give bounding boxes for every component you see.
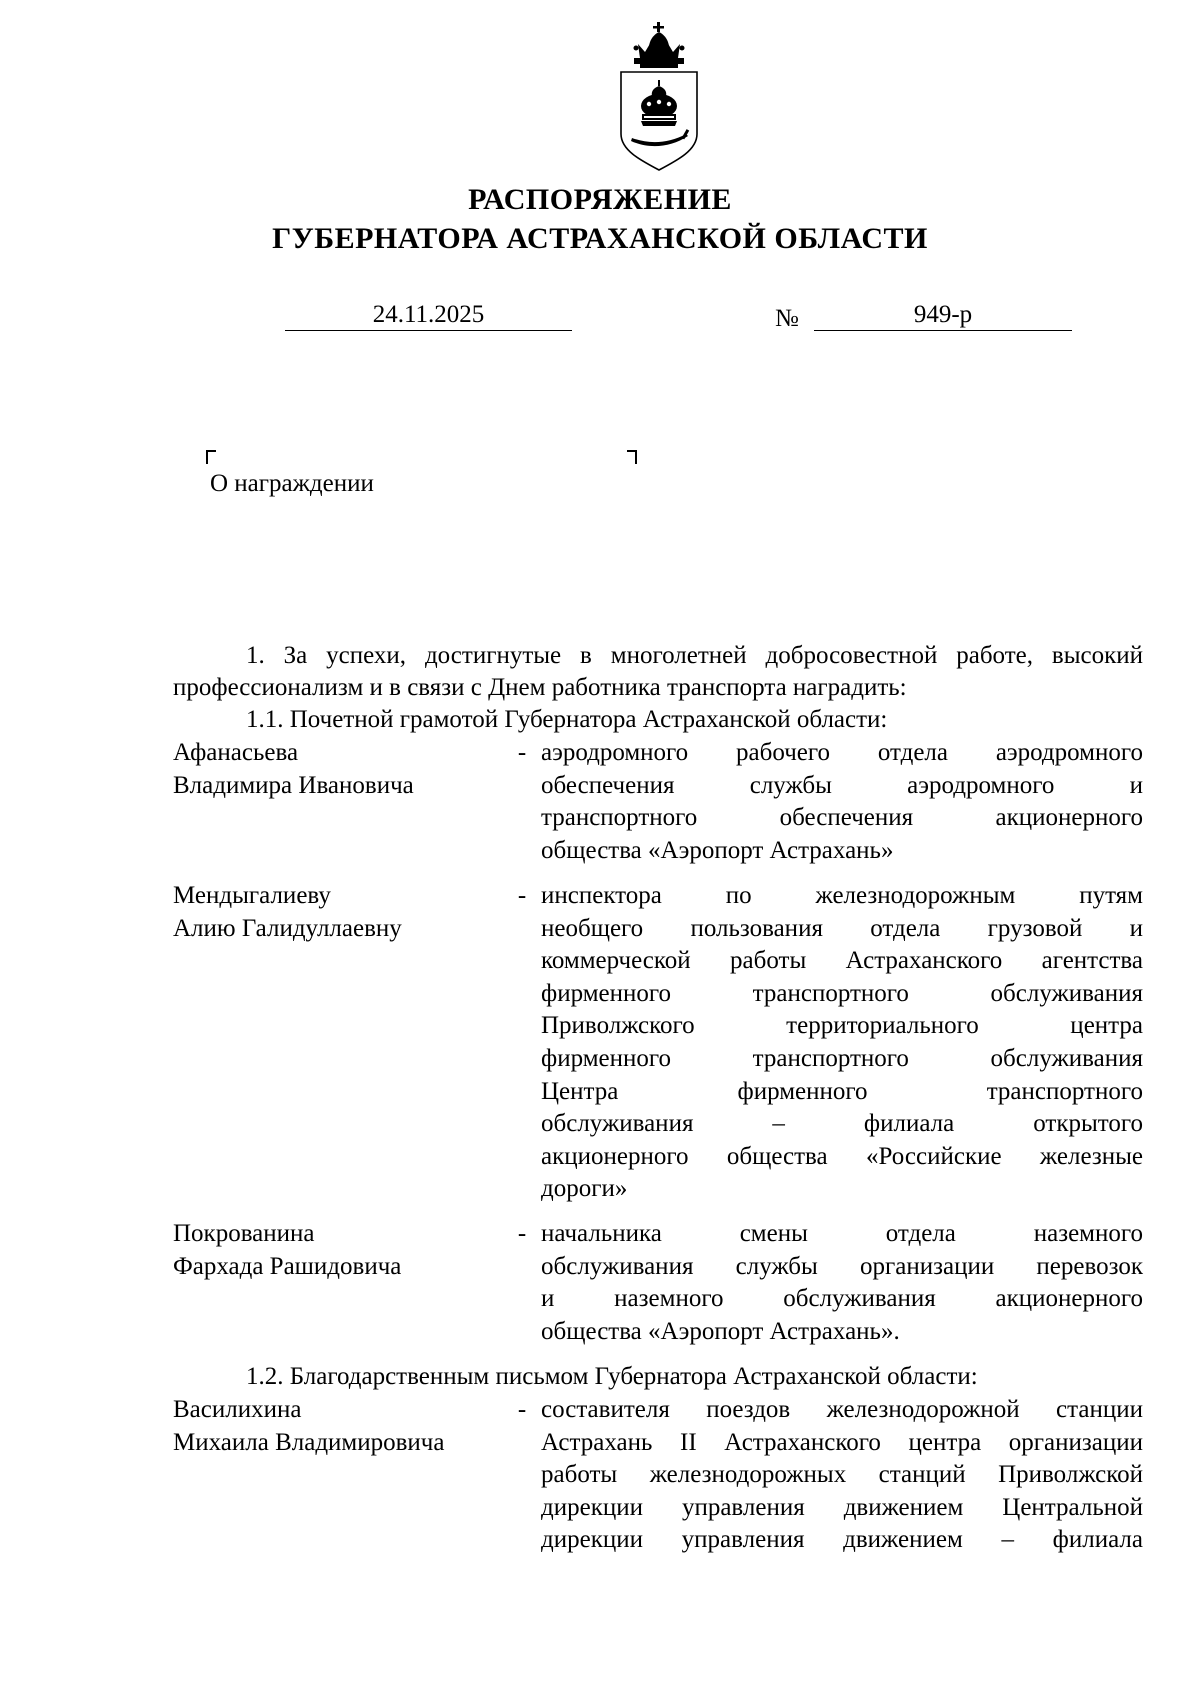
position-line: Астрахань II Астраханского центра организации — [541, 1428, 1143, 1456]
awardee-name — [173, 737, 493, 802]
awardee-position — [541, 1218, 1143, 1348]
coat-of-arms-emblem — [618, 22, 700, 172]
position-line: фирменного транспортного обслуживания — [541, 979, 1143, 1007]
issuer-title: ГУБЕРНАТОРА АСТРАХАНСКОЙ ОБЛАСТИ — [272, 222, 928, 255]
document-date: 24.11.2025 — [285, 300, 572, 331]
position-line: начальника смены отдела наземного — [541, 1220, 1143, 1247]
position-line: общества «Аэропорт Астрахань» — [541, 836, 894, 864]
position-line: дирекции управления движением – филиала — [541, 1526, 1143, 1554]
position-line: Центра фирменного транспортного — [541, 1077, 1143, 1105]
position-line: инспектора по железнодорожным путям — [541, 882, 1143, 909]
entry-dash: - — [517, 739, 527, 766]
position-line: дороги» — [541, 1175, 628, 1203]
position-line: обслуживания службы организации перевозок — [541, 1252, 1143, 1280]
awardee-given-names: Фархада Рашидовича — [173, 1252, 402, 1280]
document-subject: О награждении — [210, 470, 374, 497]
position-line: фирменного транспортного обслуживания — [541, 1044, 1143, 1072]
awardee-name — [173, 1218, 493, 1283]
position-line: Приволжского территориального центра — [541, 1012, 1143, 1040]
position-line: аэродромного рабочего отдела аэродромного — [541, 739, 1143, 766]
entry-dash: - — [517, 882, 527, 909]
awardee-surname: Мендыгалиеву — [173, 882, 331, 909]
entry-dash: - — [517, 1220, 527, 1247]
awardee-given-names: Алию Галидуллаевну — [173, 914, 402, 942]
intro-paragraph-line1: 1. За успехи, достигнутые в многолетней добросовестной работе, высокий — [246, 642, 1143, 669]
position-line: и наземного обслуживания акционерного — [541, 1285, 1143, 1313]
position-line: обеспечения службы аэродромного и — [541, 771, 1143, 799]
position-line: работы железнодорожных станций Приволжской — [541, 1461, 1143, 1489]
document-number: 949-р — [814, 300, 1072, 331]
awardee-surname: Покрованина — [173, 1220, 315, 1247]
position-line: общества «Аэропорт Астрахань». — [541, 1317, 900, 1345]
awardee-name — [173, 880, 493, 945]
awardee-surname: Василихина — [173, 1396, 302, 1423]
subject-right-corner-mark — [627, 450, 637, 464]
position-line: акционерного общества «Российские железные — [541, 1142, 1143, 1170]
subject-left-corner-mark — [206, 450, 216, 464]
awardee-position — [541, 737, 1143, 867]
document-type-title: РАСПОРЯЖЕНИЕ — [468, 183, 732, 216]
awardee-given-names: Владимира Ивановича — [173, 771, 414, 799]
position-line: обслуживания – филиала открытого — [541, 1110, 1143, 1138]
awardee-surname: Афанасьева — [173, 739, 299, 766]
intro-paragraph-line2: профессионализм и в связи с Днем работника транспорта наградить: — [173, 674, 907, 701]
section-1-2-heading: 1.2. Благодарственным письмом Губернатора Астраханской области: — [246, 1363, 978, 1390]
awardee-position — [541, 880, 1143, 1206]
awardee-name — [173, 1394, 493, 1459]
section-1-1-heading: 1.1. Почетной грамотой Губернатора Астраханской области: — [246, 706, 888, 733]
position-line: коммерческой работы Астраханского агентства — [541, 947, 1143, 975]
position-line: составителя поездов железнодорожной станции — [541, 1396, 1143, 1423]
position-line: необщего пользования отдела грузовой и — [541, 914, 1143, 942]
number-sign: № — [775, 305, 799, 332]
awardee-position — [541, 1394, 1143, 1557]
position-line: транспортного обеспечения акционерного — [541, 804, 1143, 832]
position-line: дирекции управления движением Центральной — [541, 1493, 1143, 1521]
entry-dash: - — [517, 1396, 527, 1423]
awardee-given-names: Михаила Владимировича — [173, 1428, 445, 1456]
